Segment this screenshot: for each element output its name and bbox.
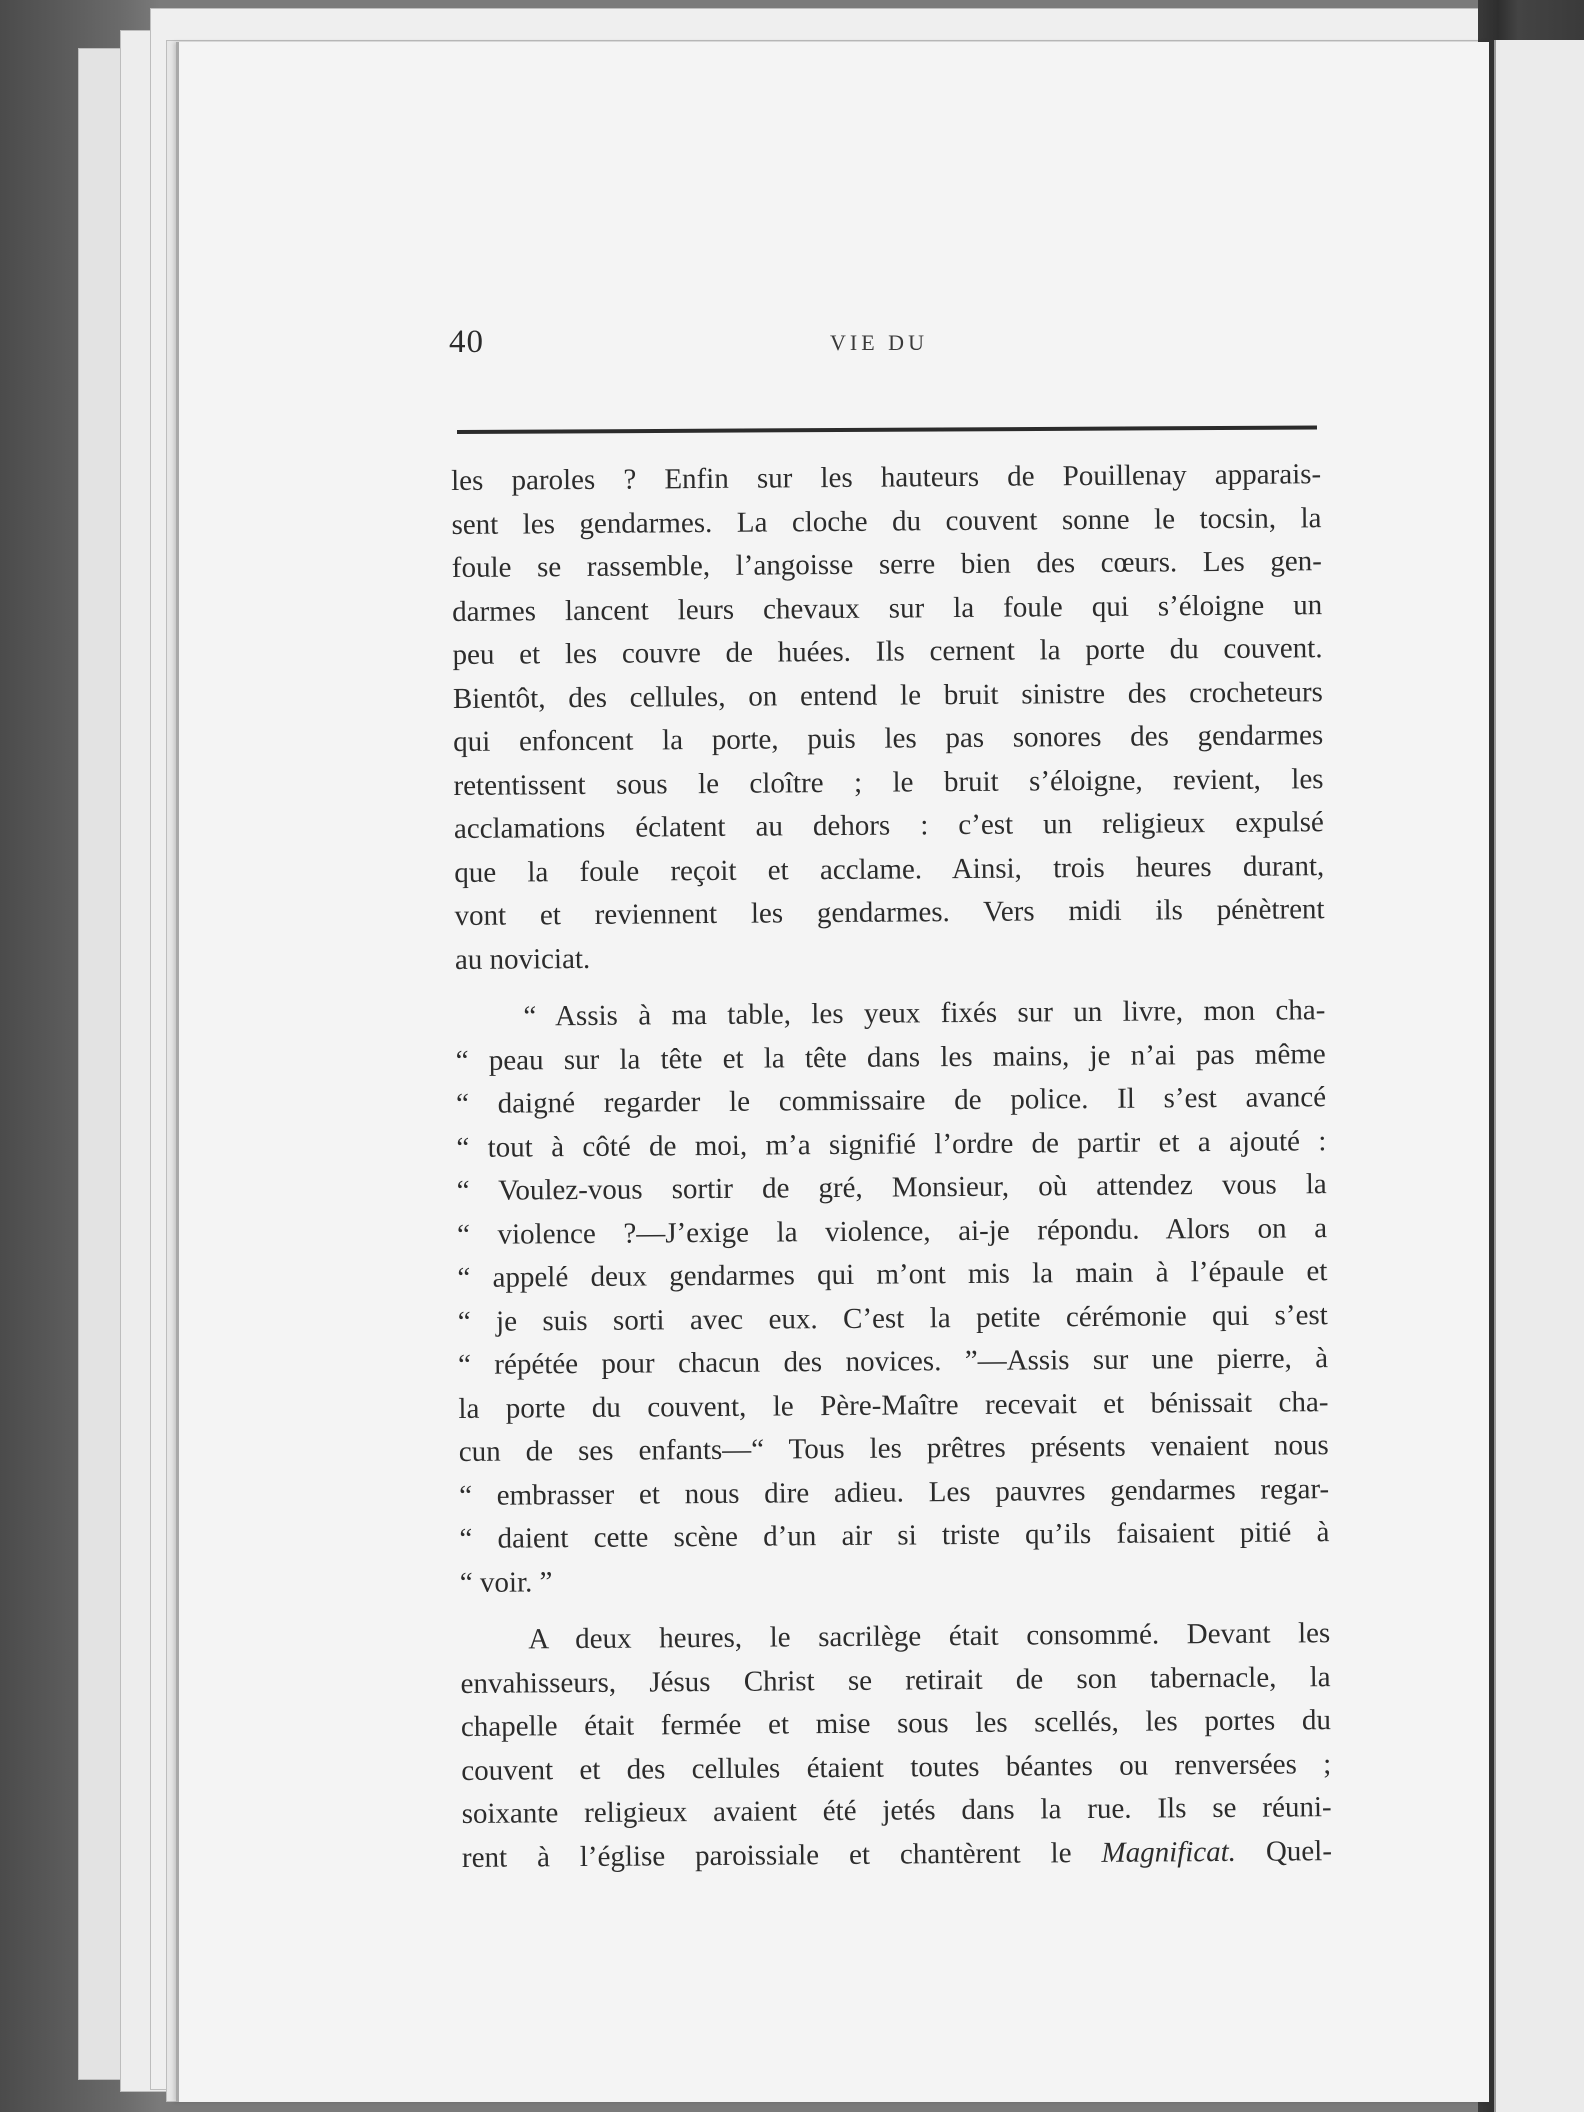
italic-word: Magnificat. bbox=[1101, 1835, 1237, 1869]
text-line: “ voir. ” bbox=[459, 1565, 553, 1599]
text-line: acclamations éclatent au dehors : c’est un religieux expulsé bbox=[453, 806, 1324, 845]
text-line-final bbox=[462, 1830, 1332, 1880]
paragraph-1 bbox=[451, 453, 1325, 982]
text-line: “ daigné regarder le commissaire de police. Il s’est avancé bbox=[455, 1081, 1327, 1120]
text-line: retentissent sous le cloître ; le bruit s’éloigne, revient, les bbox=[453, 762, 1324, 802]
text-line: “ appelé deux gendarmes qui m’ont mis la main à l’épaule et bbox=[457, 1255, 1328, 1294]
text-line: darmes lancent leurs chevaux sur la foule qui s’éloigne un bbox=[452, 588, 1323, 628]
text-line: cun de ses enfants—“ Tous les prêtres présents venaient nous bbox=[458, 1429, 1329, 1468]
paragraph-2 bbox=[455, 989, 1330, 1605]
paragraph-3 bbox=[460, 1612, 1332, 1880]
text-line: Bientôt, des cellules, on entend le bruit sinistre des crocheteurs bbox=[452, 675, 1323, 715]
text-line: envahisseurs, Jésus Christ se retirait de son tabernacle, la bbox=[460, 1660, 1331, 1700]
text-line: “ tout à côté de moi, m’a signifié l’ordre de partir et a ajouté : bbox=[456, 1124, 1327, 1164]
header-rule bbox=[457, 425, 1317, 434]
running-head: VIE DU bbox=[830, 330, 928, 355]
text-line: sent les gendarmes. La cloche du couvent sonne le tocsin, la bbox=[451, 501, 1322, 541]
body-text bbox=[451, 453, 1332, 1894]
text-line: “ peau sur la tête et la tête dans les mains, je n’ai pas même bbox=[455, 1037, 1326, 1077]
text-line: chapelle était fermée et mise sous les scellés, les portes du bbox=[460, 1704, 1332, 1743]
text-line: soixante religieux avaient été jetés dans la rue. Ils se réuni- bbox=[461, 1791, 1332, 1830]
text-line: qui enfoncent la porte, puis les pas sonores des gendarmes bbox=[453, 719, 1324, 758]
text-line: “ Voulez-vous sortir de gré, Monsieur, où attendez vous la bbox=[456, 1168, 1327, 1207]
text-line: les paroles ? Enfin sur les hauteurs de Pouillenay apparais- bbox=[451, 458, 1322, 497]
text-line: A deux heures, le sacrilège était consommé. Devant les bbox=[528, 1617, 1331, 1656]
text-line: que la foule reçoit et acclame. Ainsi, trois heures durant, bbox=[454, 849, 1325, 889]
text-line: la porte du couvent, le Père-Maître recevait et bénissait cha- bbox=[458, 1385, 1329, 1425]
page-header bbox=[449, 324, 1309, 374]
facing-page-edge bbox=[1494, 40, 1584, 2112]
text-line: “ daient cette scène d’un air si triste qu’ils faisaient pitié à bbox=[459, 1516, 1330, 1555]
book-page bbox=[176, 42, 1489, 2102]
text-line: vont et reviennent les gendarmes. Vers midi ils pénètrent bbox=[454, 893, 1325, 932]
text-line: “ embrasser et nous dire adieu. Les pauvres gendarmes regar- bbox=[459, 1472, 1330, 1512]
text-line: couvent et des cellules étaient toutes béantes ou renversées ; bbox=[461, 1747, 1332, 1787]
text-line: “ violence ?—J’exige la violence, ai-je répondu. Alors on a bbox=[456, 1211, 1328, 1251]
text-line: “ je suis sorti avec eux. C’est la petite cérémonie qui s’est bbox=[457, 1298, 1328, 1338]
text-line: “ répétée pour chacun des novices. ”—Assis sur une pierre, à bbox=[457, 1342, 1329, 1381]
page-number: 40 bbox=[449, 324, 484, 360]
text-line: “ Assis à ma table, les yeux fixés sur un livre, mon cha- bbox=[523, 994, 1326, 1033]
text-segment: Quel- bbox=[1235, 1834, 1333, 1868]
text-segment: rent à l’église paroissiale et chantèrent le bbox=[461, 1836, 1072, 1874]
text-line: foule se rassemble, l’angoisse serre bien des cœurs. Les gen- bbox=[451, 545, 1322, 584]
text-line: au noviciat. bbox=[454, 942, 591, 976]
text-line: peu et les couvre de huées. Ils cernent la porte du couvent. bbox=[452, 632, 1323, 671]
